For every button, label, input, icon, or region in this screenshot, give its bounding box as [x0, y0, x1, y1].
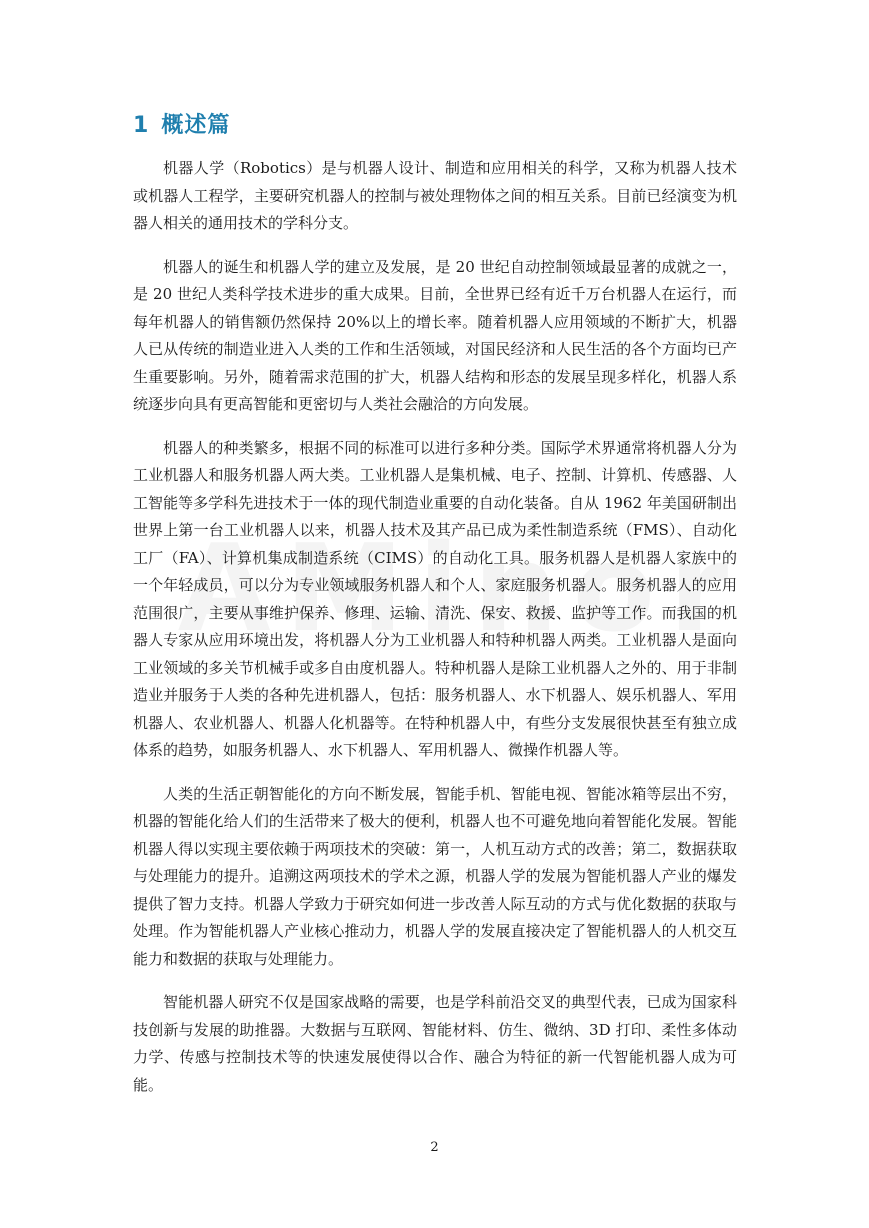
section-title: 概述篇 [161, 113, 231, 138]
page-number: 2 [430, 1140, 439, 1155]
section-heading [133, 108, 230, 139]
paragraph-4: 人类的生活正朝智能化的方向不断发展，智能手机、智能电视、智能冰箱等层出不穷，机器的智能化给人们的生活带来了极大的便利，机器人也不可避免地向着智能化发展。智能机器人得以实现主要依赖于两项技术的突破：第一，人机互动方式的改善；第二，数据获取与处理能力的提升。追溯这两项技术的学术之源，机器人学的发展为智能机器人产业的爆发提供了智力支持。机器人学致力于研究如何进一步改善人际互动的方式与优化数据的获取与处理。作为智能机器人产业核心推动力，机器人学的发展直接决定了智能机器人的人机交互能力和数据的获取与处理能力。 [133, 784, 737, 968]
paragraph-5: 智能机器人研究不仅是国家战略的需要，也是学科前沿交叉的典型代表，已成为国家科技创新与发展的助推器。大数据与互联网、智能材料、仿生、微纳、3D 打印、柔性多体动力学、传感与控制技术等的快速发展使得以合作、融合为特征的新一代智能机器人成为可能。 [133, 993, 737, 1094]
paragraph-1: 机器人学（Robotics）是与机器人设计、制造和应用相关的科学，又称为机器人技术或机器人工程学，主要研究机器人的控制与被处理物体之间的相互关系。目前已经演变为机器人相关的通用技术的学科分支。 [133, 159, 737, 232]
paragraph-3: 机器人的种类繁多，根据不同的标准可以进行多种分类。国际学术界通常将机器人分为工业机器人和服务机器人两大类。工业机器人是集机械、电子、控制、计算机、传感器、人工智能等多学科先进技术于一体的现代制造业重要的自动化装备。自从 1962 年美国研制出世界上第一台工业机器人以来，机器人技术及其产品已成为柔性制造系统（FMS）、自动化工厂（FA）、计算机集成制造系统（CIMS）的自动化工具。服务机器人是机器人家族中的一个年轻成员，可以分为专业领域服务机器人和个人、家庭服务机器人。服务机器人的应用范围很广，主要从事维护保养、修理、运输、清洗、保安、救援、监护等工作。而我国的机器人专家从应用环境出发，将机器人分为工业机器人和特种机器人两类。工业机器人是面向工业领域的多关节机械手或多自由度机器人。特种机器人是除工业机器人之外的、用于非制造业并服务于人类的各种先进机器人，包括：服务机器人、水下机器人、娱乐机器人、军用机器人、农业机器人、机器人化机器等。在特种机器人中，有些分支发展很快甚至有独立成体系的趋势，如服务机器人、水下机器人、军用机器人、微操作机器人等。 [133, 438, 737, 759]
body-text [133, 155, 737, 1115]
section-number: 1 [133, 113, 150, 138]
paragraph-2: 机器人的诞生和机器人学的建立及发展，是 20 世纪自动控制领域最显著的成就之一，是 20 世纪人类科学技术进步的重大成果。目前，全世界已经有近千万台机器人在运行，而每年机器人的销售额仍然保持 20%以上的增长率。随着机器人应用领域的不断扩大，机器人已从传统的制造业进入人类的工作和生活领域，对国民经济和人民生活的各个方面均已产生重要影响。另外，随着需求范围的扩大，机器人结构和形态的发展呈现多样化，机器人系统逐步向具有更高智能和更密切与人类社会融洽的方向发展。 [133, 257, 737, 413]
